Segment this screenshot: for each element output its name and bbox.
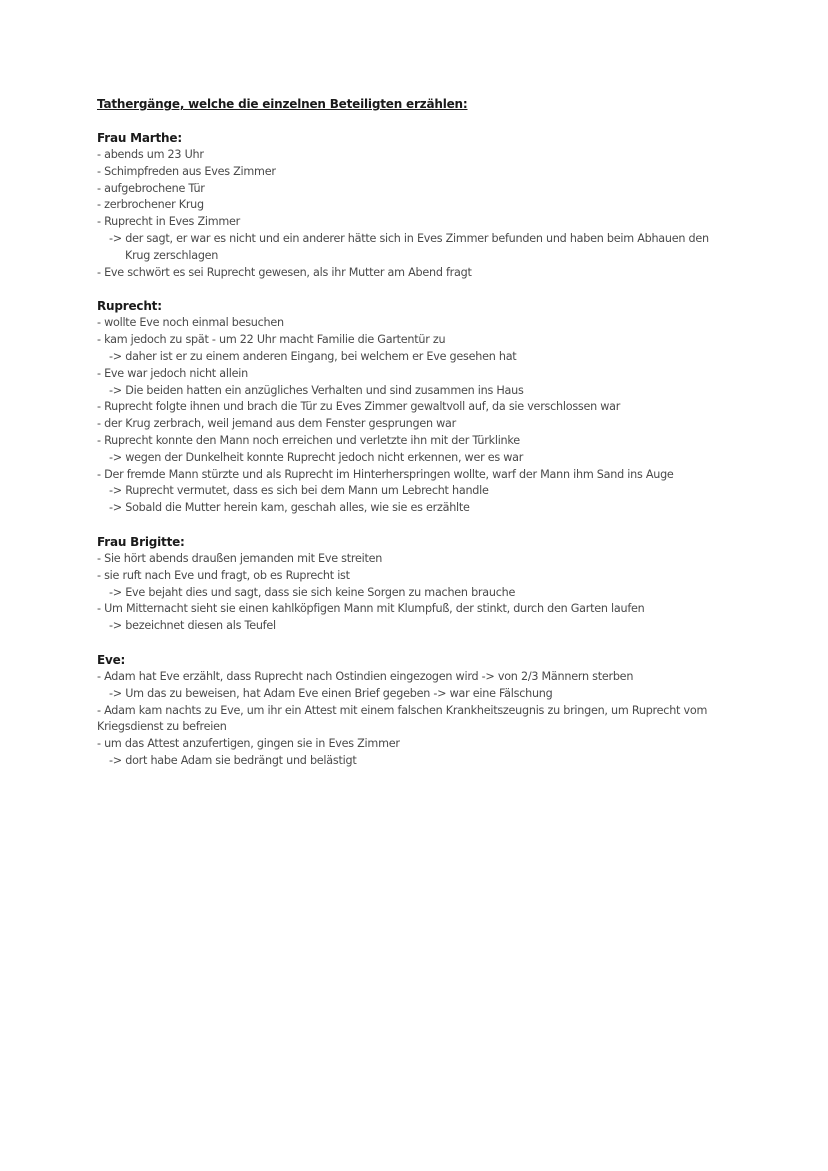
document-page [97, 96, 737, 787]
list-item: - sie ruft nach Eve und fragt, ob es Ruprecht ist [97, 568, 350, 582]
list-item: - Ruprecht in Eves Zimmer [97, 215, 240, 229]
sub-list-item: -> Die beiden hatten ein anzügliches Verhalten und sind zusammen ins Haus [109, 383, 524, 397]
sub-list-item: -> bezeichnet diesen als Teufel [109, 619, 276, 633]
section [97, 130, 737, 281]
list-item: - um das Attest anzufertigen, gingen sie in Eves Zimmer [97, 737, 400, 751]
section-heading: Frau Brigitte: [97, 534, 185, 549]
sub-list-item: -> Sobald die Mutter herein kam, geschah alles, wie sie es erzählte [109, 501, 470, 515]
sub-list-item: -> Eve bejaht dies und sagt, dass sie sich keine Sorgen zu machen brauche [109, 585, 516, 599]
section-heading: Frau Marthe: [97, 131, 182, 145]
section-heading: Eve: [97, 652, 126, 667]
section [97, 652, 737, 770]
list-item: - abends um 23 Uhr [97, 148, 204, 161]
list-item: - Um Mitternacht sieht sie einen kahlköpfigen Mann mit Klumpfuß, der stinkt, durch den Garten laufen [97, 602, 645, 616]
list-item: - aufgebrochene Tür [97, 181, 205, 195]
list-item: - Sie hört abends draußen jemanden mit Eve streiten [97, 551, 383, 565]
sections-container [97, 130, 737, 770]
list-item: - kam jedoch zu spät - um 22 Uhr macht Familie die Gartentür zu [97, 333, 446, 347]
list-item: Kriegsdienst zu befreien [97, 720, 227, 734]
sub-list-item: -> dort habe Adam sie bedrängt und belästigt [109, 753, 357, 767]
sub-list-item [97, 248, 737, 265]
document-title: Tathergänge, welche die einzelnen Beteiligten erzählen: [97, 97, 468, 111]
list-item: - Ruprecht konnte den Mann noch erreichen und verletzte ihn mit der Türklinke [97, 433, 520, 447]
list-item-continuation: Krug zerschlagen [125, 248, 219, 262]
list-item: - zerbrochener Krug [97, 198, 204, 212]
list-item: - Der fremde Mann stürzte und als Ruprecht im Hinterherspringen wollte, warf der Mann ihm Sand ins Auge [97, 467, 674, 481]
sub-list-item: -> der sagt, er war es nicht und ein anderer hätte sich in Eves Zimmer befunden und haben beim Abhauen den [109, 231, 709, 245]
list-item: - Ruprecht folgte ihnen und brach die Tür zu Eves Zimmer gewaltvoll auf, da sie verschlossen war [97, 400, 621, 414]
list-item: - Eve schwört es sei Ruprecht gewesen, als ihr Mutter am Abend fragt [97, 265, 472, 279]
section [97, 298, 737, 517]
section-heading: Ruprecht: [97, 299, 162, 314]
section [97, 534, 737, 635]
list-item: - wollte Eve noch einmal besuchen [97, 316, 284, 330]
list-item: - Adam kam nachts zu Eve, um ihr ein Attest mit einem falschen Krankheitszeugnis zu bringen, um Ruprecht vom [97, 703, 708, 717]
sub-list-item: -> daher ist er zu einem anderen Eingang, bei welchem er Eve gesehen hat [109, 349, 517, 363]
sub-list-item: -> wegen der Dunkelheit konnte Ruprecht jedoch nicht erkennen, wer es war [109, 450, 524, 464]
list-item: - der Krug zerbrach, weil jemand aus dem Fenster gesprungen war [97, 417, 456, 431]
list-item: - Eve war jedoch nicht allein [97, 366, 248, 380]
list-item: - Schimpfreden aus Eves Zimmer [97, 164, 276, 178]
sub-list-item: -> Ruprecht vermutet, dass es sich bei dem Mann um Lebrecht handle [109, 484, 489, 498]
list-item: - Adam hat Eve erzählt, dass Ruprecht nach Ostindien eingezogen wird -> von 2/3 Männern sterben [97, 669, 634, 683]
sub-list-item: -> Um das zu beweisen, hat Adam Eve einen Brief gegeben -> war eine Fälschung [109, 686, 553, 700]
